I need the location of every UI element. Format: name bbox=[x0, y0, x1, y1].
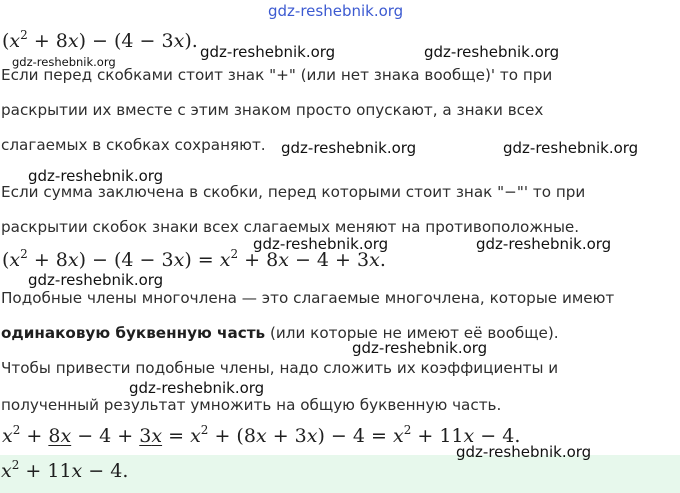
watermark: gdz-reshebnik.org bbox=[253, 235, 389, 253]
watermark: gdz-reshebnik.org bbox=[503, 139, 639, 157]
method-line-2: полученный результат умножить на общую буквенную часть. bbox=[1, 396, 502, 414]
definition-line-1: Подобные члены многочлена — это слагаемые многочлена, которые имеют bbox=[1, 289, 615, 307]
watermark-top: gdz-reshebnik.org bbox=[268, 2, 404, 20]
rule-minus-line-2: раскрытии скобок знаки всех слагаемых меняют на противоположные. bbox=[1, 218, 580, 236]
method-line-1: Чтобы привести подобные члены, надо сложить их коэффициенты и bbox=[1, 359, 559, 377]
definition-bold-term: одинаковую буквенную часть bbox=[1, 324, 266, 342]
answer-expression: $x^2 + 11x - 4$. bbox=[1, 458, 129, 482]
rule-plus-line-2: раскрытии их вместе с этим знаком просто опускают, а знаки всех bbox=[1, 101, 544, 119]
expression-collected: $x^2 + 8x - 4 + 3x = x^2 + (8x + 3x) - 4 = x^2 + 11x - 4$. bbox=[2, 423, 521, 447]
watermark: gdz-reshebnik.org bbox=[28, 167, 164, 185]
watermark: gdz-reshebnik.org bbox=[28, 271, 164, 289]
rule-plus-line-1: Если перед скобками стоит знак "+" (или нет знака вообще)' то при bbox=[1, 66, 553, 84]
rule-plus-line-3: слагаемых в скобках сохраняют. bbox=[1, 136, 266, 154]
rule-minus-line-1: Если сумма заключена в скобки, перед которыми стоит знак "−"' то при bbox=[1, 183, 586, 201]
watermark: gdz-reshebnik.org bbox=[129, 379, 265, 397]
expression-expanded: $(x^2 + 8x) - (4 - 3x) = x^2 + 8x - 4 + 3x$. bbox=[2, 247, 386, 271]
watermark: gdz-reshebnik.org bbox=[352, 339, 488, 357]
watermark: gdz-reshebnik.org bbox=[12, 55, 116, 69]
definition-rest: (или которые не имеют её вообще). bbox=[265, 324, 559, 342]
watermark: gdz-reshebnik.org bbox=[200, 43, 336, 61]
expression-initial: $(x^2 + 8x) - (4 - 3x)$. bbox=[2, 28, 198, 52]
watermark: gdz-reshebnik.org bbox=[456, 443, 592, 461]
watermark: gdz-reshebnik.org bbox=[424, 43, 560, 61]
watermark: gdz-reshebnik.org bbox=[281, 139, 417, 157]
watermark: gdz-reshebnik.org bbox=[476, 235, 612, 253]
